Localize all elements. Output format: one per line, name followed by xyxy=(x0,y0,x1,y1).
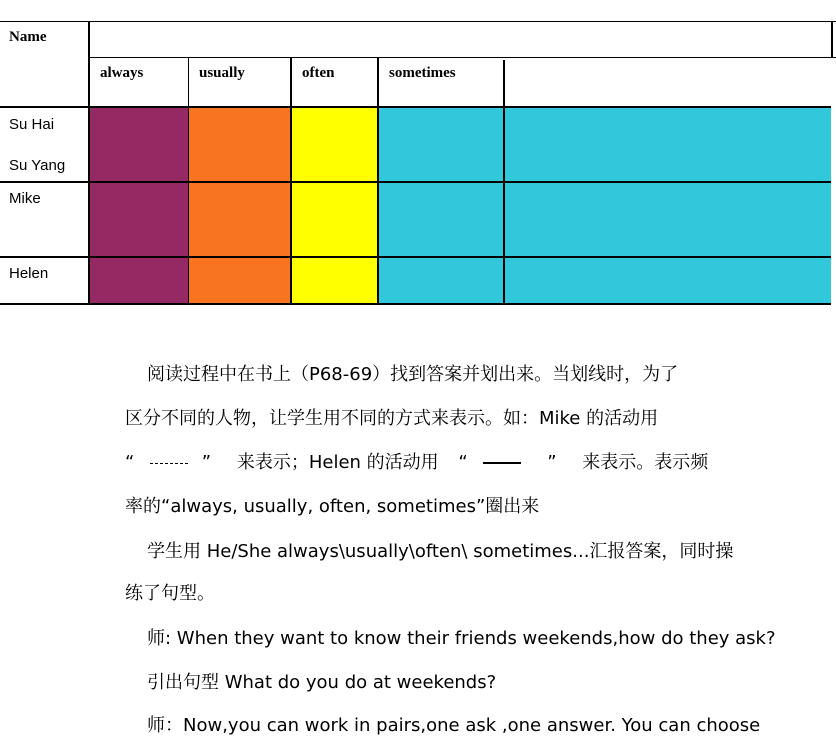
cell-suhai-sometimes xyxy=(379,108,503,181)
cell-mike-usually xyxy=(189,183,290,256)
column-header-sometimes: sometimes xyxy=(389,65,456,81)
paragraph-1-line-3 xyxy=(125,448,708,474)
table-vline-right xyxy=(831,21,833,58)
paragraph-1-line-4: 率的“always, usually, often, sometimes”圈出来 xyxy=(125,496,540,517)
column-header-usually: usually xyxy=(199,65,245,81)
row-label-mike: Mike xyxy=(9,190,41,207)
paragraph-1-line-3-end: 来表示。表示频 xyxy=(582,452,709,473)
row-label-helen: Helen xyxy=(9,265,49,282)
table-vline-name xyxy=(88,21,90,304)
paragraph-2-line-1: 学生用 He/She always\usually\often\ sometimes...汇报答案，同时操 xyxy=(147,541,734,562)
paragraph-1-line-2: 区分不同的人物，让学生用不同的方式来表示。如：Mike 的活动用 xyxy=(125,408,659,429)
cell-helen-always xyxy=(90,258,188,303)
cell-helen-often xyxy=(292,258,377,303)
column-header-always: always xyxy=(100,65,144,81)
table-vline-often xyxy=(377,57,379,304)
cell-helen-usually xyxy=(189,258,290,303)
paragraph-4: 引出句型 What do you do at weekends? xyxy=(147,672,497,693)
cell-mike-always xyxy=(90,183,188,256)
cell-mike-extra xyxy=(505,183,831,256)
paragraph-1-line-1: 阅读过程中在书上（P68-69）找到答案并划出来。当划线时，为了 xyxy=(147,364,679,385)
table-vline-usually xyxy=(290,57,292,304)
cell-mike-often xyxy=(292,183,377,256)
table-vline-sometimes xyxy=(503,60,505,304)
row-label-su-yang: Su Yang xyxy=(9,157,66,174)
cell-suhai-often xyxy=(292,108,377,181)
paragraph-3: 师: When they want to know their friends weekends,how do they ask? xyxy=(147,628,776,649)
close-quote-1: ” xyxy=(201,452,212,473)
close-quote-2: ” xyxy=(547,452,557,473)
paragraph-5: 师：Now,you can work in pairs,one ask ,one answer. You can choose xyxy=(147,715,761,736)
open-quote-2: “ xyxy=(458,452,468,473)
row-label-su-hai: Su Hai xyxy=(9,116,55,133)
cell-suhai-always xyxy=(90,108,188,181)
table-border-bottom xyxy=(0,303,831,305)
table-header-divider xyxy=(89,57,836,58)
solid-underline-sample xyxy=(483,462,521,464)
paragraph-2-line-2: 练了句型。 xyxy=(125,583,215,604)
cell-helen-extra xyxy=(505,258,831,303)
paragraph-1-line-3-mid: 来表示；Helen 的活动用 xyxy=(236,452,439,473)
table-row-divider-3 xyxy=(0,256,831,258)
cell-suhai-extra xyxy=(505,108,831,181)
table-border-top xyxy=(0,21,836,22)
cell-suhai-usually xyxy=(189,108,290,181)
table-row-divider-2 xyxy=(0,181,831,183)
column-header-often: often xyxy=(302,65,335,81)
table-vline-always xyxy=(188,57,189,304)
table-name-header: Name xyxy=(9,29,47,45)
cell-helen-sometimes xyxy=(379,258,503,303)
dashed-underline-sample xyxy=(150,463,188,464)
cell-mike-sometimes xyxy=(379,183,503,256)
table-row-divider-1 xyxy=(0,106,831,108)
open-quote-1: “ xyxy=(125,452,135,473)
